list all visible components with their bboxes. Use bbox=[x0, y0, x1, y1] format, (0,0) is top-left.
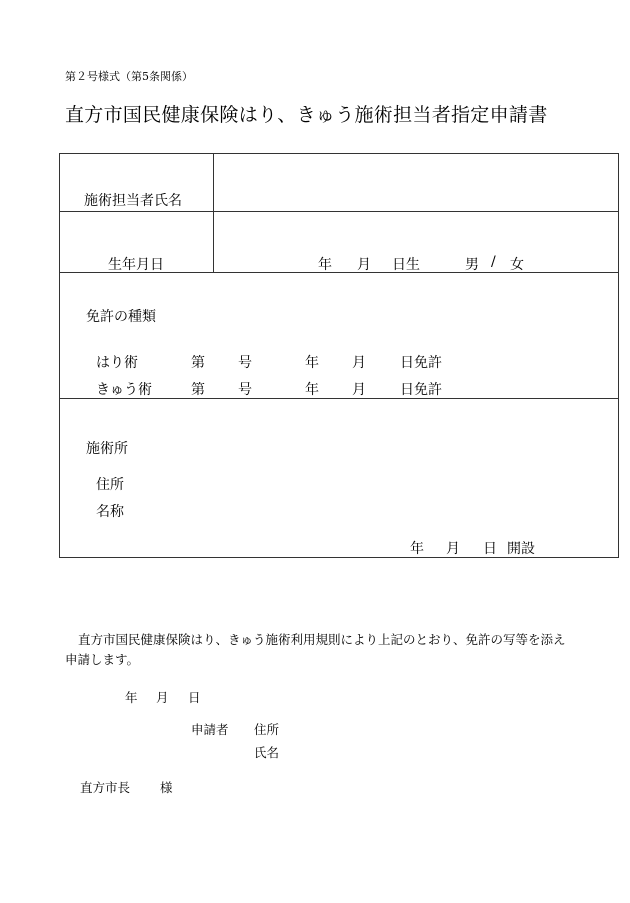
row-divider-name bbox=[60, 211, 618, 212]
addressee: 直方市長 bbox=[80, 780, 131, 795]
license-hari-type: はり術 bbox=[96, 355, 138, 371]
facility-address-label: 住所 bbox=[96, 477, 124, 493]
birth-month: 月 bbox=[357, 257, 371, 273]
license-hari-day: 日免許 bbox=[400, 355, 442, 371]
column-divider bbox=[213, 154, 214, 272]
application-year: 年 bbox=[125, 690, 138, 705]
license-hari-month: 月 bbox=[352, 355, 366, 371]
license-kyu-day: 日免許 bbox=[400, 382, 442, 398]
name-field[interactable] bbox=[230, 174, 600, 204]
form-number: 第２号様式（第5条関係） bbox=[65, 70, 193, 83]
facility-label: 施術所 bbox=[86, 441, 128, 457]
applicant-name-label: 氏名 bbox=[254, 745, 280, 760]
birth-date-label: 生年月日 bbox=[108, 257, 164, 273]
license-hari-gou: 号 bbox=[238, 355, 252, 371]
honorific: 様 bbox=[160, 780, 173, 795]
applicant-label: 申請者 bbox=[191, 722, 229, 737]
opened-year: 年 bbox=[410, 541, 424, 557]
opened-month: 月 bbox=[446, 541, 460, 557]
declaration-text: 直方市国民健康保険はり、きゅう施術利用規則により上記のとおり、免許の写等を添え申請します。 bbox=[65, 632, 566, 667]
document-title: 直方市国民健康保険はり、きゅう施術担当者指定申請書 bbox=[65, 104, 548, 126]
application-day: 日 bbox=[188, 690, 201, 705]
birth-day: 日生 bbox=[392, 257, 420, 273]
birth-year: 年 bbox=[318, 257, 332, 273]
gender-separator: / bbox=[491, 254, 496, 270]
applicant-address-label: 住所 bbox=[254, 722, 280, 737]
opened-label: 開設 bbox=[507, 541, 535, 557]
license-hari-year: 年 bbox=[305, 355, 319, 371]
opened-day: 日 bbox=[483, 541, 497, 557]
license-kyu-type: きゅう術 bbox=[96, 382, 152, 398]
license-kyu-gou: 号 bbox=[238, 382, 252, 398]
facility-name-label: 名称 bbox=[96, 504, 124, 520]
license-kyu-month: 月 bbox=[352, 382, 366, 398]
license-type-label: 免許の種類 bbox=[86, 309, 156, 325]
application-month: 月 bbox=[156, 690, 169, 705]
name-label: 施術担当者氏名 bbox=[84, 193, 182, 209]
gender-male-option[interactable]: 男 bbox=[465, 257, 479, 273]
license-kyu-year: 年 bbox=[305, 382, 319, 398]
application-form-table bbox=[59, 153, 619, 558]
gender-female-option[interactable]: 女 bbox=[510, 257, 524, 273]
license-hari-dai: 第 bbox=[191, 355, 205, 371]
license-kyu-dai: 第 bbox=[191, 382, 205, 398]
